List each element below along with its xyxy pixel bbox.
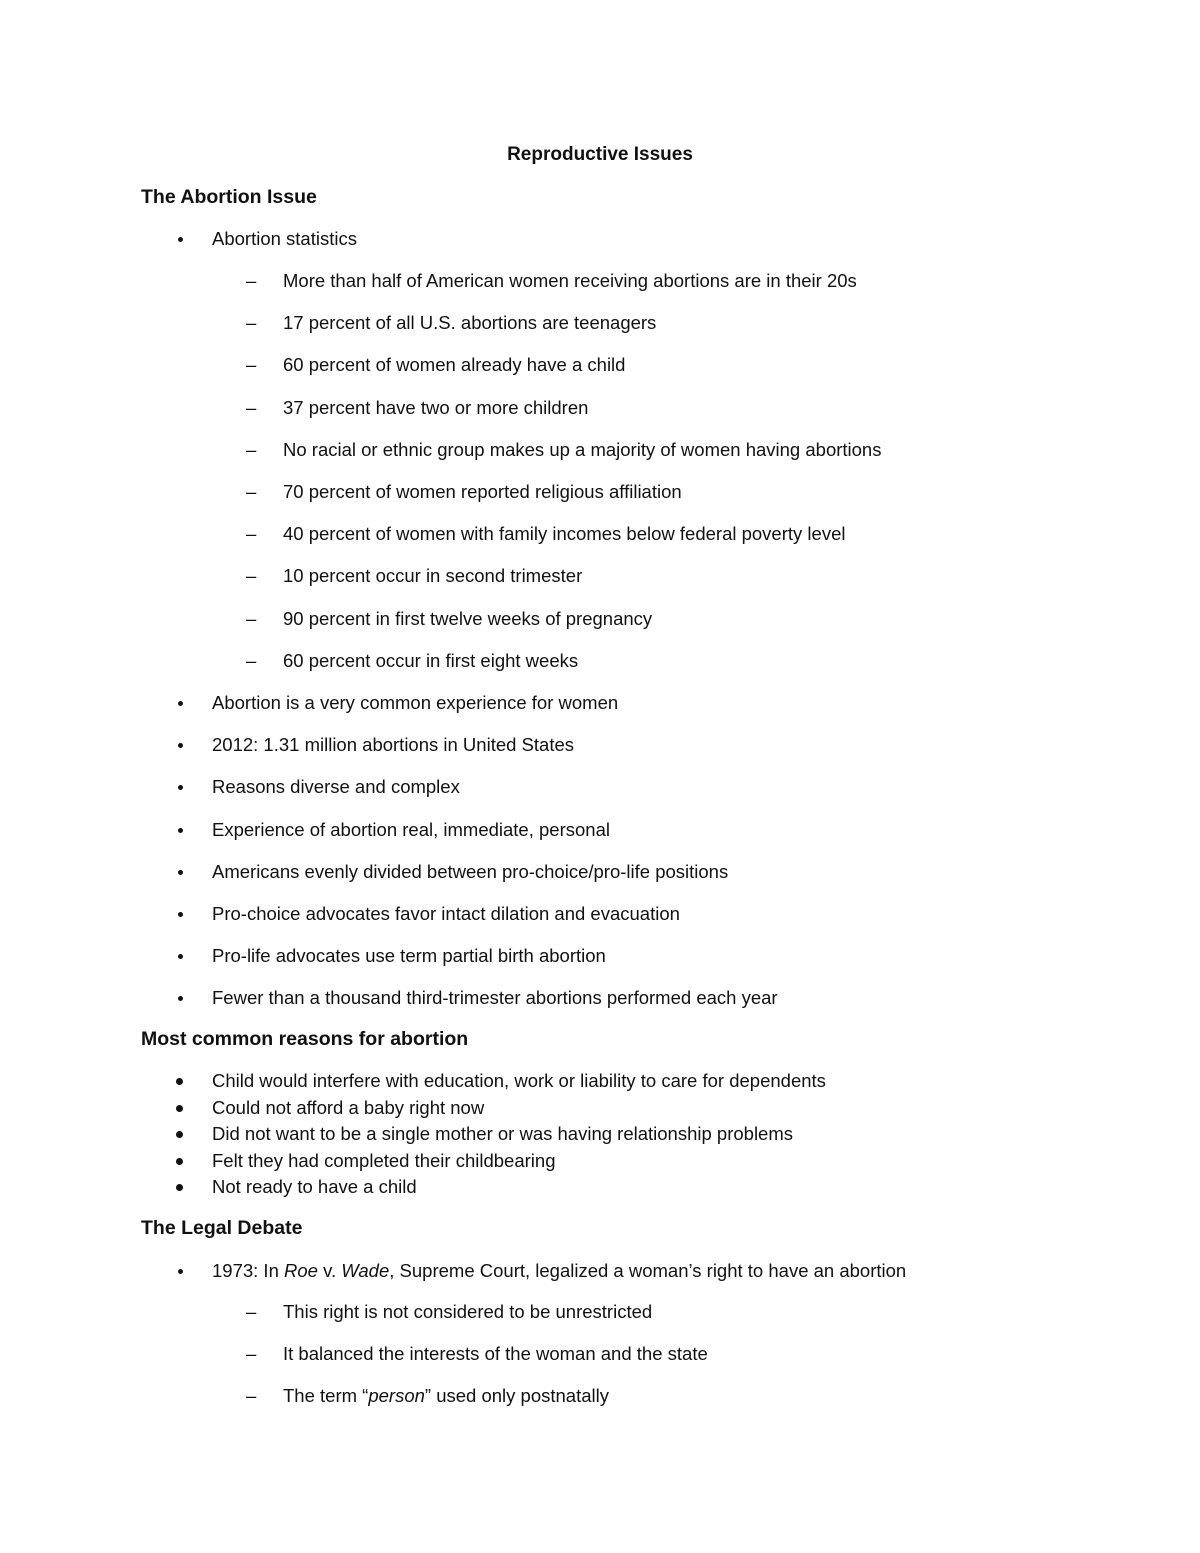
list-item: Experience of abortion real, immediate, personal: [212, 818, 778, 860]
list-item: – 10 percent occur in second trimester: [283, 564, 881, 606]
list-item: Abortion statistics: [212, 227, 357, 269]
abortion-points-list: [212, 691, 778, 1029]
list-item: – 70 percent of women reported religious affiliation: [283, 480, 881, 522]
list-item: Fewer than a thousand third-trimester abortions performed each year: [212, 986, 778, 1028]
list-item: Felt they had completed their childbearing: [212, 1149, 826, 1176]
list-item: – 90 percent in first twelve weeks of pregnancy: [283, 607, 881, 649]
reasons-list: [212, 1069, 826, 1202]
list-item: – 60 percent of women already have a child: [283, 353, 881, 395]
list-item: Pro-life advocates use term partial birth abortion: [212, 944, 778, 986]
roe-v-wade-item: 1973: In Roe v. Wade, Supreme Court, legalized a woman’s right to have an abortion: [212, 1259, 906, 1301]
list-item: 2012: 1.31 million abortions in United States: [212, 733, 778, 775]
list-item: – 40 percent of women with family incomes below federal poverty level: [283, 522, 881, 564]
abortion-stats-list: [212, 227, 357, 269]
list-item: – It balanced the interests of the woman and the state: [283, 1342, 708, 1384]
person-term-item: – The term “person” used only postnatally: [283, 1384, 708, 1426]
list-item: – This right is not considered to be unrestricted: [283, 1300, 708, 1342]
section-heading-abortion-issue: The Abortion Issue: [141, 186, 317, 208]
list-item: Pro-choice advocates favor intact dilation and evacuation: [212, 902, 778, 944]
list-item: Americans evenly divided between pro-choice/pro-life positions: [212, 860, 778, 902]
list-item: – 17 percent of all U.S. abortions are teenagers: [283, 311, 881, 353]
list-item: Abortion is a very common experience for women: [212, 691, 778, 733]
section-heading-legal-debate: The Legal Debate: [141, 1217, 303, 1239]
list-item: Child would interfere with education, work or liability to care for dependents: [212, 1069, 826, 1096]
list-item: Did not want to be a single mother or was having relationship problems: [212, 1122, 826, 1149]
list-item: – 60 percent occur in first eight weeks: [283, 649, 881, 691]
section-heading-reasons: Most common reasons for abortion: [141, 1028, 469, 1050]
list-item: Reasons diverse and complex: [212, 775, 778, 817]
list-item: Not ready to have a child: [212, 1175, 826, 1202]
abortion-stats-sublist: [283, 269, 881, 691]
page-title: Reproductive Issues: [507, 144, 693, 165]
list-item: – More than half of American women receiving abortions are in their 20s: [283, 269, 881, 311]
legal-list: [212, 1259, 906, 1301]
legal-sublist: [283, 1300, 708, 1427]
list-item: – No racial or ethnic group makes up a majority of women having abortions: [283, 438, 881, 480]
list-item: – 37 percent have two or more children: [283, 396, 881, 438]
list-item: Could not afford a baby right now: [212, 1096, 826, 1123]
